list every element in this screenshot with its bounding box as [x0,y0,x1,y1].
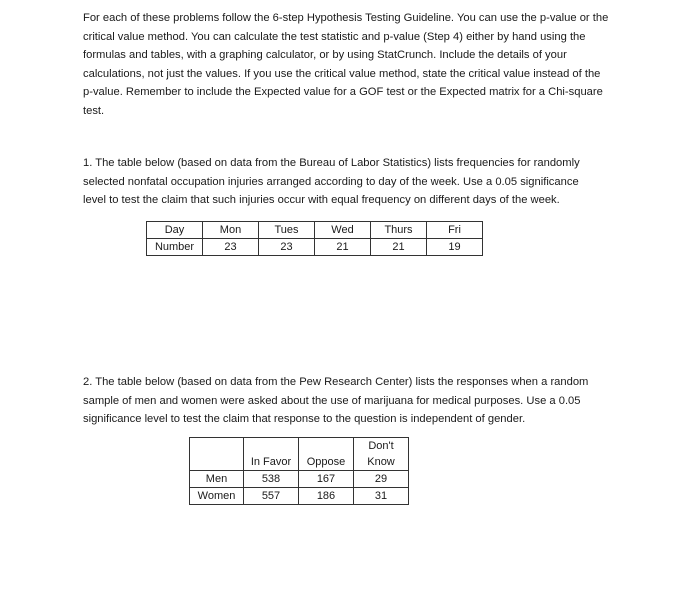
header-blank-cell [190,438,244,471]
problem-1-text: 1. The table below (based on data from the Bureau of Labor Statistics) lists frequencies for randomly selected nonfatal occupation injuries arranged according to day of the week. Use a 0.05 significance level to test the claim that such injuries occur with equal frequency on different days of the week. [83,157,580,206]
number-cell: 23 [259,239,315,256]
day-cell: Mon [203,222,259,239]
table-header-row [190,438,409,455]
row-label: Men [190,471,244,488]
header-cell: Don't [354,438,409,455]
day-cell: Thurs [371,222,427,239]
row-label-number: Number [147,239,203,256]
day-cell: Tues [259,222,315,239]
marijuana-responses-table [189,437,409,505]
table-row [147,222,483,239]
table-row [190,471,409,488]
table-row [147,239,483,256]
day-cell: Fri [427,222,483,239]
value-cell: 29 [354,471,409,488]
number-cell: 19 [427,239,483,256]
header-cell: Oppose [299,454,354,471]
value-cell: 538 [244,471,299,488]
value-cell: 186 [299,488,354,505]
header-cell: Know [354,454,409,471]
header-cell: In Favor [244,454,299,471]
injuries-by-day-table [146,221,483,256]
number-cell: 23 [203,239,259,256]
header-cell [244,438,299,455]
problem-2-text: 2. The table below (based on data from the Pew Research Center) lists the responses when a random sample of men and women were asked about the use of marijuana for medical purposes. Use a 0.05 significance level to test the claim that response to the question is independent of gender. [83,376,589,425]
value-cell: 557 [244,488,299,505]
value-cell: 31 [354,488,409,505]
table-row [190,488,409,505]
day-cell: Wed [315,222,371,239]
number-cell: 21 [315,239,371,256]
number-cell: 21 [371,239,427,256]
row-label: Women [190,488,244,505]
instructions-paragraph: For each of these problems follow the 6-step Hypothesis Testing Guideline. You can use the p-value or the critical value method. You can calculate the test statistic and p-value (Step 4) either by hand using the formulas and tables, with a graphing calculator, or by using StatCrunch. Include the details of your calculations, not just the values. If you use the critical value method, state the critical value instead of the p-value. Remember to include the Expected value for a GOF test or the Expected matrix for a Chi-square test. [83,12,609,117]
value-cell: 167 [299,471,354,488]
row-label-day: Day [147,222,203,239]
header-cell [299,438,354,455]
